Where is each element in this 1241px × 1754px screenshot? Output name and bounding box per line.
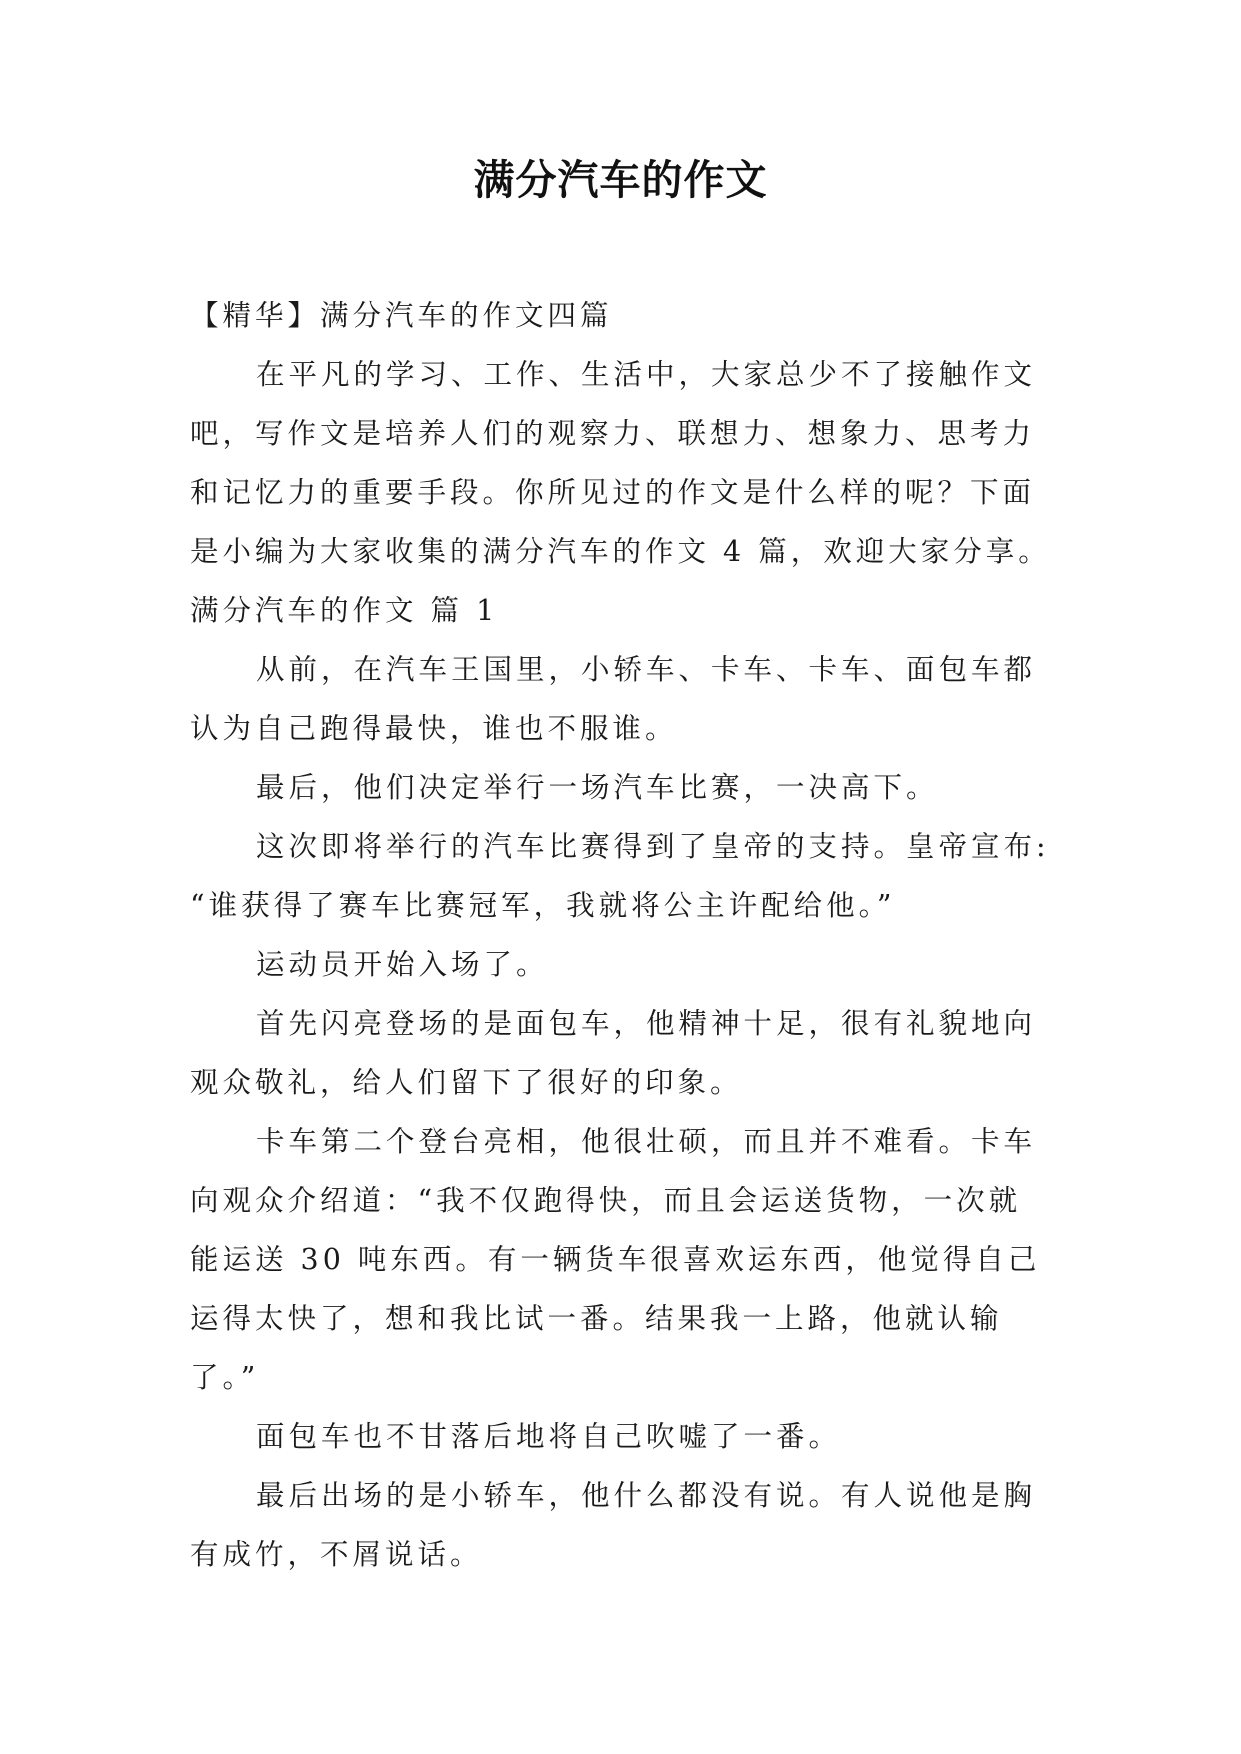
paragraph-line: 认为自己跑得最快，谁也不服谁。: [190, 712, 678, 745]
paragraph-line: 是小编为大家收集的满分汽车的作文 4 篇，欢迎大家分享。: [190, 535, 1051, 568]
paragraph-line: 面包车也不甘落后地将自己吹嘘了一番。: [256, 1420, 842, 1453]
paragraph-line: 最后，他们决定举行一场汽车比赛，一决高下。: [256, 771, 939, 804]
paragraph-line: 运动员开始入场了。: [256, 948, 549, 981]
paragraph-line: 从前，在汽车王国里，小轿车、卡车、卡车、面包车都: [256, 653, 1037, 686]
paragraph-line: 观众敬礼，给人们留下了很好的印象。: [190, 1066, 743, 1099]
paragraph-line: 能运送 30 吨东西。有一辆货车很喜欢运东西，他觉得自己: [190, 1243, 1041, 1276]
section-heading: 满分汽车的作文 篇 1: [190, 594, 499, 627]
paragraph-line: 了。”: [190, 1361, 260, 1394]
document-title: 满分汽车的作文: [473, 156, 768, 204]
paragraph-line: 有成竹，不屑说话。: [190, 1538, 483, 1571]
paragraph-line: 这次即将举行的汽车比赛得到了皇帝的支持。皇帝宣布:: [256, 830, 1050, 863]
paragraph-line: 运得太快了，想和我比试一番。结果我一上路，他就认输: [190, 1302, 1003, 1335]
document-body: [190, 286, 1060, 1584]
subtitle-line: 【精华】满分汽车的作文四篇: [190, 299, 613, 332]
paragraph-line: 在平凡的学习、工作、生活中，大家总少不了接触作文: [256, 358, 1037, 391]
paragraph-line: 卡车第二个登台亮相，他很壮硕，而且并不难看。卡车: [256, 1125, 1037, 1158]
paragraph-line: 吧，写作文是培养人们的观察力、联想力、想象力、思考力: [190, 417, 1036, 450]
paragraph-line: “谁获得了赛车比赛冠军，我就将公主许配给他。”: [190, 889, 896, 922]
paragraph-line: 和记忆力的重要手段。你所见过的作文是什么样的呢？下面: [190, 476, 1036, 509]
paragraph-line: 向观众介绍道：“我不仅跑得快，而且会运送货物，一次就: [190, 1184, 1022, 1217]
paragraph-line: 最后出场的是小轿车，他什么都没有说。有人说他是胸: [256, 1479, 1037, 1512]
paragraph-line: 首先闪亮登场的是面包车，他精神十足，很有礼貌地向: [256, 1007, 1037, 1040]
